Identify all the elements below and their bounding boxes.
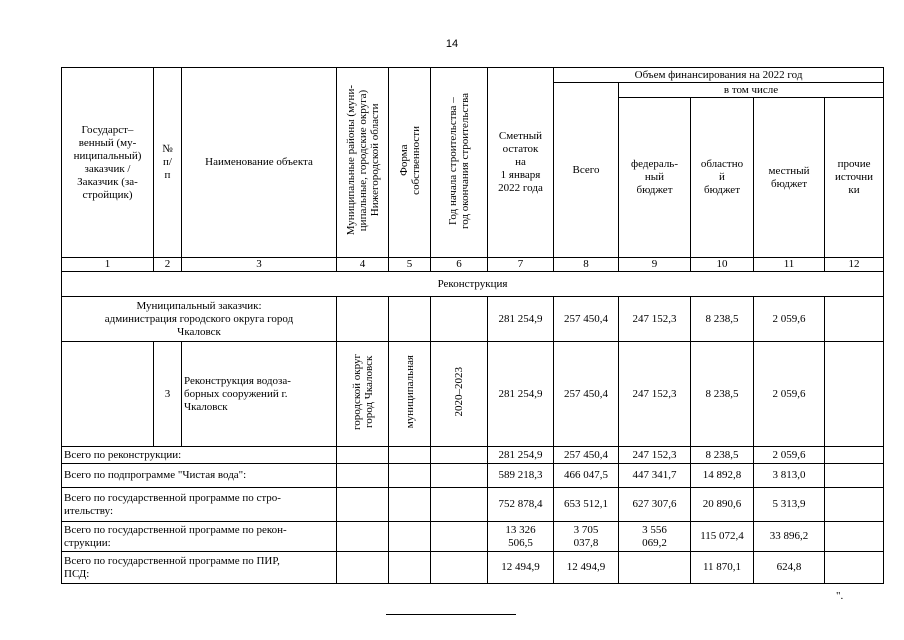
regional-budget: 11 870,1: [691, 552, 754, 584]
estimate-balance: 281 254,9: [488, 342, 554, 447]
local-budget: 624,8: [754, 552, 825, 584]
empty-cell: [337, 297, 389, 342]
local-budget: 5 313,9: [754, 488, 825, 522]
local-budget: 2 059,6: [754, 447, 825, 464]
regional-budget: 20 890,6: [691, 488, 754, 522]
header-local: местный бюджет: [754, 98, 825, 258]
financing-total: 653 512,1: [554, 488, 619, 522]
regional-budget: 8 238,5: [691, 342, 754, 447]
section-title: Реконструкция: [62, 272, 884, 297]
column-number: 8: [554, 258, 619, 272]
column-number: 1: [62, 258, 154, 272]
header-estimate-balance: Сметный остаток на 1 января 2022 года: [488, 68, 554, 258]
regional-budget: 115 072,4: [691, 522, 754, 552]
total-row: [62, 522, 884, 552]
financing-total: 257 450,4: [554, 297, 619, 342]
estimate-balance: 752 878,4: [488, 488, 554, 522]
other-sources: [825, 297, 884, 342]
local-budget: 33 896,2: [754, 522, 825, 552]
column-number: 9: [619, 258, 691, 272]
total-label: Всего по государственной программе по ПИР, ПСД:: [62, 552, 337, 584]
local-budget: 3 813,0: [754, 464, 825, 488]
estimate-balance: 12 494,9: [488, 552, 554, 584]
estimate-balance: 13 326 506,5: [488, 522, 554, 552]
total-label: Всего по государственной программе по стро- ительству:: [62, 488, 337, 522]
header-years: [431, 68, 488, 258]
financing-total: 3 705 037,8: [554, 522, 619, 552]
column-number: 5: [389, 258, 431, 272]
column-number: 6: [431, 258, 488, 272]
financing-table: [61, 67, 884, 584]
header-regional: областно й бюджет: [691, 98, 754, 258]
header-districts-text: Муниципальные районы (муни- ципальные, городские округа) Нижегородской области: [344, 85, 381, 236]
header-total: Всего: [554, 83, 619, 258]
empty-cell: [62, 342, 154, 447]
header-including: в том числе: [619, 83, 884, 98]
column-numbers-row: [62, 258, 884, 272]
federal-budget: 247 152,3: [619, 342, 691, 447]
column-number: 10: [691, 258, 754, 272]
column-number: 12: [825, 258, 884, 272]
footnote-divider: [386, 614, 516, 615]
header-districts: [337, 68, 389, 258]
object-years-text: 2020–2023: [453, 367, 465, 417]
header-other: прочие источни ки: [825, 98, 884, 258]
federal-budget: 3 556 069,2: [619, 522, 691, 552]
object-district-text: городской округ город Чкаловск: [350, 353, 375, 431]
customer-row: [62, 297, 884, 342]
header-federal: федераль- ный бюджет: [619, 98, 691, 258]
total-row: [62, 552, 884, 584]
regional-budget: 8 238,5: [691, 297, 754, 342]
object-name: Реконструкция водоза- борных сооружений г. Чкаловск: [182, 342, 337, 447]
estimate-balance: 281 254,9: [488, 447, 554, 464]
federal-budget: 627 307,6: [619, 488, 691, 522]
column-number: 2: [154, 258, 182, 272]
total-label: Всего по реконструкции:: [62, 447, 337, 464]
column-number: 3: [182, 258, 337, 272]
federal-budget: 247 152,3: [619, 447, 691, 464]
object-ownership-text: муниципальная: [403, 355, 416, 429]
page-number: 14: [445, 38, 459, 50]
financing-total: 257 450,4: [554, 447, 619, 464]
object-ownership: [389, 342, 431, 447]
column-number: 4: [337, 258, 389, 272]
object-row: [62, 342, 884, 447]
federal-budget: 447 341,7: [619, 464, 691, 488]
other-sources: [825, 342, 884, 447]
empty-cell: [431, 297, 488, 342]
regional-budget: 8 238,5: [691, 447, 754, 464]
header-financing-group: Объем финансирования на 2022 год: [554, 68, 884, 83]
object-number: 3: [154, 342, 182, 447]
federal-budget: [619, 552, 691, 584]
customer-name: Муниципальный заказчик: администрация городского округа город Чкаловск: [62, 297, 337, 342]
total-row: [62, 488, 884, 522]
total-label: Всего по государственной программе по рекон- струкции:: [62, 522, 337, 552]
header-number: № п/ п: [154, 68, 182, 258]
column-number: 7: [488, 258, 554, 272]
federal-budget: 247 152,3: [619, 297, 691, 342]
financing-total: 466 047,5: [554, 464, 619, 488]
header-ownership-text: Форма собственности: [397, 126, 422, 195]
header-object-name: Наименование объекта: [182, 68, 337, 258]
empty-cell: [389, 297, 431, 342]
object-district: [337, 342, 389, 447]
estimate-balance: 281 254,9: [488, 297, 554, 342]
regional-budget: 14 892,8: [691, 464, 754, 488]
column-number: 11: [754, 258, 825, 272]
header-customer: Государст– венный (му- ниципальный) заказчик / Заказчик (за- стройщик): [62, 68, 154, 258]
end-quote: ".: [836, 590, 844, 602]
local-budget: 2 059,6: [754, 297, 825, 342]
total-label: Всего по подпрограмме "Чистая вода":: [62, 464, 337, 488]
object-years: [431, 342, 488, 447]
header-ownership: [389, 68, 431, 258]
local-budget: 2 059,6: [754, 342, 825, 447]
total-row: [62, 447, 884, 464]
total-row: [62, 464, 884, 488]
header-years-text: Год начала строительства – год окончания строительства: [447, 92, 471, 229]
financing-total: 12 494,9: [554, 552, 619, 584]
financing-total: 257 450,4: [554, 342, 619, 447]
estimate-balance: 589 218,3: [488, 464, 554, 488]
